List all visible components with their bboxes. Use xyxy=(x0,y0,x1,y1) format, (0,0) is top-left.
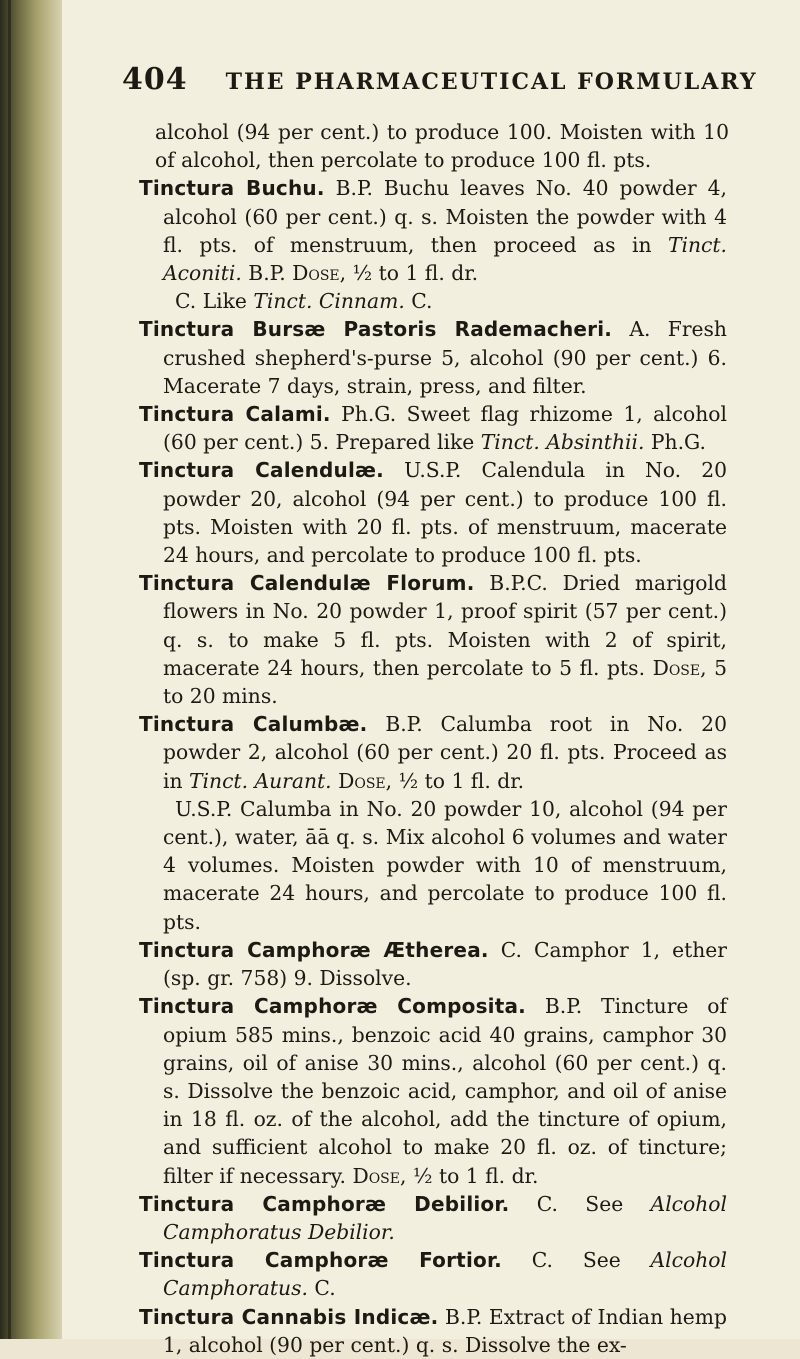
entry-text: U.S.P. Calumba in No. 20 powder 10, alcohol (94 per cent.), water, āā q. s. Mix alcohol 6 volumes and water 4 volumes. Moisten powder with 10 of menstruum, macerate 24 hours, and percolate to produce 100 fl. pts. xyxy=(163,796,727,934)
entry-text: Ph.G. Sweet flag rhizome 1, alcohol (60 per cent.) 5. Prepared like xyxy=(163,402,727,455)
entry-text: ½ to 1 fl. dr. xyxy=(346,261,479,286)
sub-entry xyxy=(62,795,727,936)
entry-text: 5 to 20 mins. xyxy=(163,655,727,709)
entry-dose-label: Dose, xyxy=(292,261,347,286)
entry-tinctura-camphorae-aetherea xyxy=(62,936,727,992)
entry-headword: Tinctura Camphoræ Composita. xyxy=(139,994,526,1019)
entry-text: Ph.G. xyxy=(644,430,706,455)
sub-entry xyxy=(62,287,727,315)
entry-tinctura-camphorae-fortior xyxy=(62,1246,727,1302)
entry-tinctura-cannabis-indicae xyxy=(62,1303,727,1359)
entry-reference: Alcohol Camphoratus. xyxy=(163,1248,727,1301)
entry-text: U.S.P. Calendula in No. 20 powder 20, alcohol (94 per cent.) to produce 100 fl. pts. Moisten with 20 fl. pts. of menstruum, macerate 24 hours, and percolate to produce 100 fl. pts. xyxy=(163,458,727,568)
entry-dose-label: Dose, xyxy=(338,768,393,793)
entry-text: B.P. Calumba root in No. 20 powder 2, alcohol (60 per cent.) 20 fl. pts. Proceed as in xyxy=(163,712,727,793)
book-page xyxy=(62,0,800,1357)
entry-tinctura-calami xyxy=(62,400,727,456)
entry-text: ½ to 1 fl. dr. xyxy=(406,1163,539,1188)
entry-headword: Tinctura Camphoræ Ætherea. xyxy=(139,937,489,962)
entry-headword: Tinctura Calami. xyxy=(139,402,331,427)
continued-paragraph xyxy=(62,118,729,174)
entry-headword: Tinctura Camphoræ Fortior. xyxy=(139,1248,502,1273)
entry-tinctura-camphorae-debilior xyxy=(62,1190,727,1246)
running-head: THE PHARMACEUTICAL FORMULARY xyxy=(225,69,758,95)
entry-text: alcohol (94 per cent.) to produce 100. Moisten with 10 of alcohol, then percolate to produce 100 fl. pts. xyxy=(155,120,729,173)
entry-text: B.P. Tincture of opium 585 mins., benzoic acid 40 grains, camphor 30 grains, oil of anise 30 mins., alcohol (60 per cent.) q. s. Dissolve the benzoic acid, camphor, and oil of anise in 18 fl. oz. of the alcohol, add the tincture of opium, and sufficient alcohol to make 20 fl. oz. of tincture; filter if necessary. xyxy=(163,994,727,1188)
entry-text: B.P. Buchu leaves No. 40 powder 4, alcohol (60 per cent.) q. s. Moisten the powder with 4 fl. pts. of menstruum, then proceed as in xyxy=(163,176,728,257)
entry-text: B.P.C. Dried marigold flowers in No. 20 powder 1, proof spirit (57 per cent.) q. s. to make 5 fl. pts. Moisten with 2 of spirit, macerate 24 hours, then percolate to 5 fl. pts. xyxy=(163,571,727,680)
entry-tinctura-calumbae xyxy=(62,710,727,795)
entry-tinctura-buchu xyxy=(62,174,727,287)
entry-text: C. Like xyxy=(175,289,254,314)
page-header xyxy=(122,62,782,112)
entry-reference: Tinct. Absinthii. xyxy=(480,430,645,455)
entry-text: C. xyxy=(404,289,433,314)
entry-headword: Tinctura Calendulæ Florum. xyxy=(139,571,475,596)
entry-text: B.P. Extract of Indian hemp 1, alcohol (90 per cent.) q. s. Dissolve the ex- xyxy=(163,1304,727,1357)
page-body xyxy=(62,118,800,1359)
entry-headword: Tinctura Calumbæ. xyxy=(139,712,368,737)
spine-rule xyxy=(8,0,11,1339)
entry-text: C. xyxy=(307,1276,336,1301)
entry-text: B.P. xyxy=(241,261,293,286)
entry-tinctura-calendulae-florum xyxy=(62,569,727,710)
entry-text: A. Fresh crushed shepherd's-purse 5, alcohol (90 per cent.) 6. Macerate 7 days, strain, press, and filter. xyxy=(163,317,727,398)
entry-reference: Tinct. Aconiti. xyxy=(163,232,727,286)
entry-text: C. See xyxy=(509,1191,651,1216)
page-number: 404 xyxy=(122,62,188,97)
entry-text: C. Camphor 1, ether (sp. gr. 758) 9. Dissolve. xyxy=(163,937,727,991)
entry-reference: Tinct. Aurant. xyxy=(189,768,332,793)
entry-dose-label: Dose, xyxy=(352,1163,407,1188)
entry-dose-label: Dose, xyxy=(652,655,707,680)
entry-text: C. See xyxy=(501,1248,651,1273)
entry-headword: Tinctura Camphoræ Debilior. xyxy=(139,1191,510,1216)
entry-reference: Alcohol Camphoratus Debilior. xyxy=(163,1191,728,1244)
entry-tinctura-calendulae xyxy=(62,456,727,569)
entry-text: ½ to 1 fl. dr. xyxy=(392,768,525,793)
entry-headword: Tinctura Bursæ Pastoris Rademacheri. xyxy=(139,317,613,342)
entry-headword: Tinctura Buchu. xyxy=(139,176,325,201)
book-spine-shadow xyxy=(0,0,62,1339)
entry-headword: Tinctura Cannabis Indicæ. xyxy=(139,1304,439,1329)
entry-tinctura-bursae xyxy=(62,315,727,400)
entry-headword: Tinctura Calendulæ. xyxy=(139,458,384,483)
entry-tinctura-camphorae-composita xyxy=(62,992,727,1189)
entry-reference: Tinct. Cinnam. xyxy=(253,289,405,314)
